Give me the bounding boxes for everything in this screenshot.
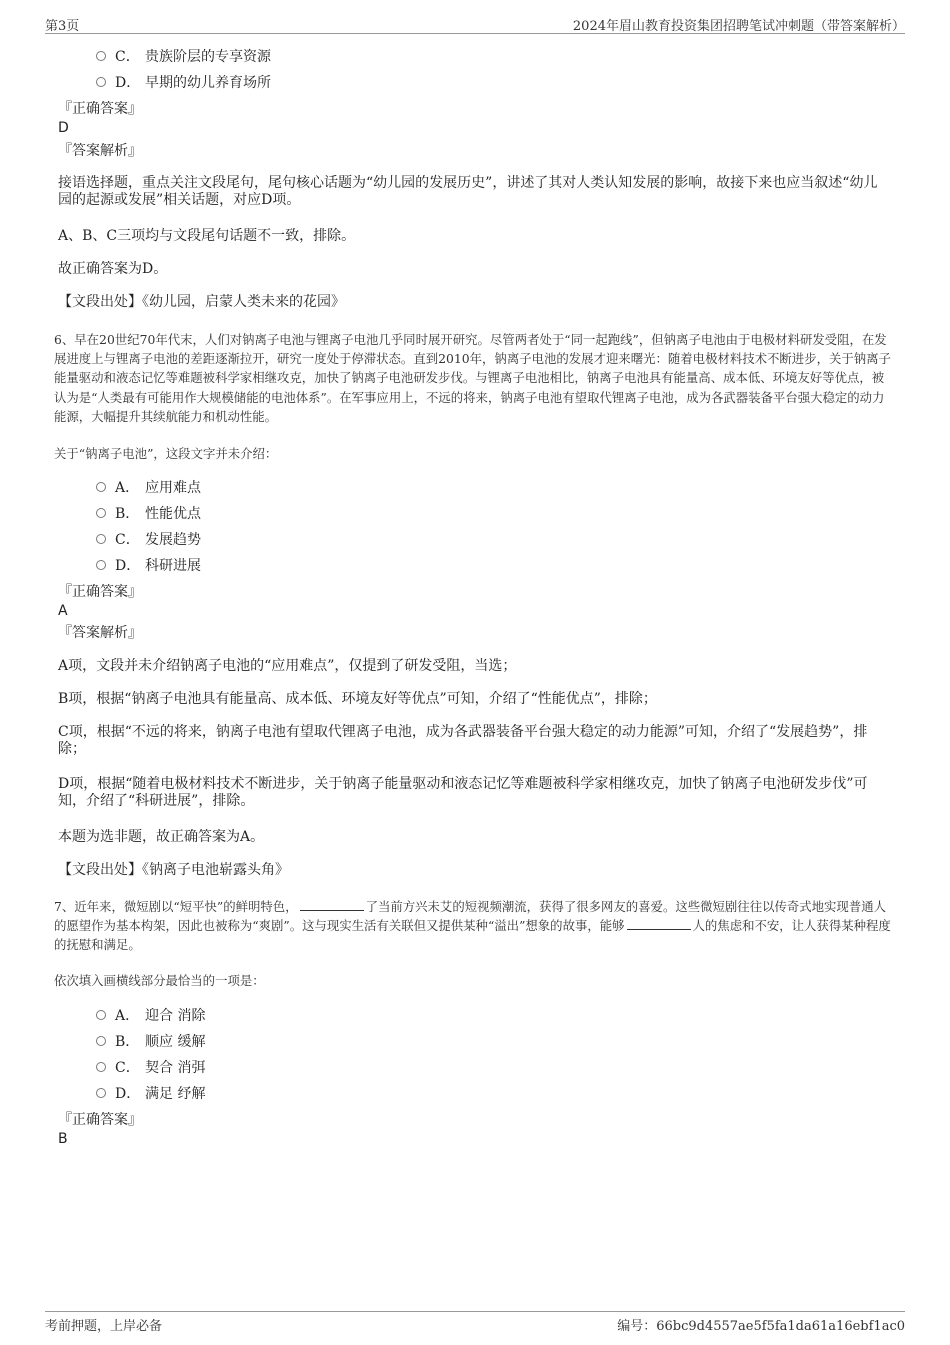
q7-option-c[interactable]: C． 契合 消弭 xyxy=(96,1058,205,1078)
q7-option-a[interactable]: A． 迎合 消除 xyxy=(96,1006,205,1026)
page-footer xyxy=(45,1311,905,1332)
q5-option-c[interactable]: C． 贵族阶层的专享资源 xyxy=(96,47,271,67)
answer-label: 『正确答案』 xyxy=(58,1112,142,1128)
q6-option-a[interactable]: A． 应用难点 xyxy=(96,478,201,498)
q6-option-d[interactable]: D． 科研进展 xyxy=(96,556,201,576)
radio-icon[interactable] xyxy=(96,1010,106,1020)
answer-label: 『正确答案』 xyxy=(58,584,142,600)
document-id: 编号：66bc9d4557ae5f5fa1da61a16ebf1ac0 xyxy=(617,1319,905,1334)
q6-answer: A xyxy=(58,603,68,619)
q6-analysis-b: B项，根据“钠离子电池具有能量高、成本低、环境友好等优点”可知，介绍了“性能优点”，排除； xyxy=(58,691,657,707)
q7-stem: 7、近年来，微短剧以“短平快”的鲜明特色， 了当前方兴未艾的短视频潮流，获得了很多网友的喜爱。这些微短剧往往以传奇式地实现普通人的愿望作为基本构架，因此也被称为“爽剧”。这与现实生活有关联但又提供某种“溢出”想象的故事，能够 人的焦虑和不安，让人获得某种程度的抚慰和满足。 xyxy=(54,899,891,953)
analysis-label: 『答案解析』 xyxy=(58,143,142,159)
q6-analysis-a: A项，文段并未介绍钠离子电池的“应用难点”，仅提到了研发受阻，当选； xyxy=(58,658,517,674)
analysis-label: 『答案解析』 xyxy=(58,625,142,641)
q7-option-d[interactable]: D． 满足 纾解 xyxy=(96,1084,205,1104)
radio-icon[interactable] xyxy=(96,51,106,61)
q5-analysis-2: A、B、C三项均与文段尾句话题不一致，排除。 xyxy=(58,228,356,244)
q7-option-b[interactable]: B． 顺应 缓解 xyxy=(96,1032,205,1052)
page-number: 第3页 xyxy=(45,19,80,34)
q6-analysis-c: C项，根据“不远的将来，钠离子电池有望取代锂离子电池，成为各武器装备平台强大稳定的动力能源”可知，介绍了“发展趋势”，排除； xyxy=(58,724,868,757)
q6-option-b[interactable]: B． 性能优点 xyxy=(96,504,201,524)
q7-answer: B xyxy=(58,1131,68,1147)
page-header xyxy=(45,13,905,34)
radio-icon[interactable] xyxy=(96,77,106,87)
radio-icon[interactable] xyxy=(96,560,106,570)
q6-stem: 6、早在20世纪70年代末，人们对钠离子电池与锂离子电池几乎同时展开研究。尽管两者处于“同一起跑线”，但钠离子电池由于电极材料研发受阻，在发展进度上与锂离子电池的差距逐渐拉开，研究一度处于停滞状态。直到2010年，钠离子电池的发展才迎来曙光：随着电极材料技术不断进步，关于钠离子能量驱动和液态记忆等难题被科学家相继攻克，加快了钠离子电池研发步伐。与锂离子电池相比，钠离子电池具有能量高、成本低、环境友好等优点，被认为是“人类最有可能用作大规模储能的电池体系”。在军事应用上，不远的将来，钠离子电池有望取代锂离子电池，成为各武器装备平台强大稳定的动力能源，大幅提升其续航能力和机动性能。 xyxy=(54,332,891,424)
q6-analysis-conclusion: 本题为选非题，故正确答案为A。 xyxy=(58,829,265,845)
q6-source: 【文段出处】《钠离子电池崭露头角》 xyxy=(58,862,289,878)
document-title: 2024年眉山教育投资集团招聘笔试冲刺题（带答案解析） xyxy=(572,19,905,34)
answer-label: 『正确答案』 xyxy=(58,101,142,117)
radio-icon[interactable] xyxy=(96,508,106,518)
footer-slogan: 考前押题，上岸必备 xyxy=(45,1319,163,1334)
q5-source: 【文段出处】《幼儿园，启蒙人类未来的花园》 xyxy=(58,294,345,310)
q7-question: 依次填入画横线部分最恰当的一项是： xyxy=(54,973,265,988)
radio-icon[interactable] xyxy=(96,1088,106,1098)
q5-answer: D xyxy=(58,120,69,136)
q6-analysis-d: D项，根据“随着电极材料技术不断进步，关于钠离子能量驱动和液态记忆等难题被科学家相继攻克，加快了钠离子电池研发步伐”可知，介绍了“科研进展”，排除。 xyxy=(58,776,868,809)
q5-analysis-3: 故正确答案为D。 xyxy=(58,261,168,277)
radio-icon[interactable] xyxy=(96,1036,106,1046)
radio-icon[interactable] xyxy=(96,1062,106,1072)
radio-icon[interactable] xyxy=(96,482,106,492)
q5-option-d[interactable]: D． 早期的幼儿养育场所 xyxy=(96,73,271,93)
q6-question: 关于“钠离子电池”，这段文字并未介绍： xyxy=(54,446,278,461)
q6-option-c[interactable]: C． 发展趋势 xyxy=(96,530,201,550)
fill-blank-1 xyxy=(300,900,364,911)
q5-analysis-1: 接语选择题，重点关注文段尾句，尾句核心话题为“幼儿园的发展历史”，讲述了其对人类认知发展的影响，故接下来也应当叙述“幼儿园的起源或发展”相关话题，对应D项。 xyxy=(58,175,878,208)
fill-blank-2 xyxy=(627,919,691,930)
radio-icon[interactable] xyxy=(96,534,106,544)
